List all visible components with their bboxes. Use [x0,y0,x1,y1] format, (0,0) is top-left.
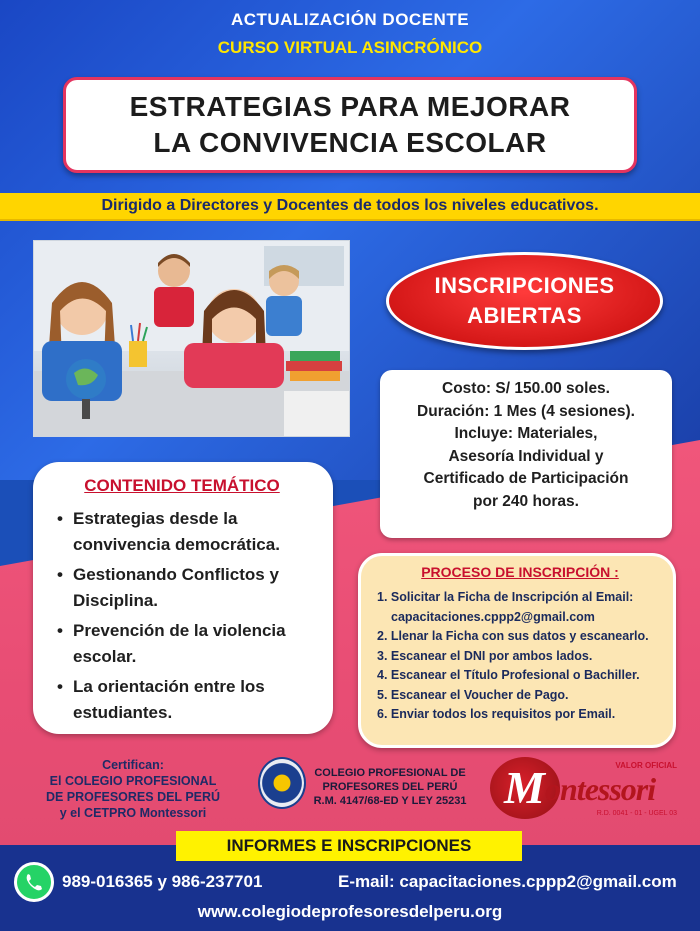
montessori-logo [490,757,685,819]
whatsapp-glyph [17,865,51,899]
audience-text: Dirigido a Directores y Docentes de todos los niveles educativos. [101,197,599,214]
course-info-box [380,370,672,538]
process-step: 6. Enviar todos los requisitos por Email. [377,707,616,721]
seal-icon [258,757,306,809]
logo-tag: VALOR OFICIAL [615,761,677,770]
header-line1: ACTUALIZACIÓN DOCENTE [230,10,470,29]
process-step: 3. Escanear el DNI por ambos lados. [377,648,593,663]
info-advisory: Asesoría Individual y [448,447,604,465]
colegio-line3: R.M. 4147/68-ED Y LEY 25231 [313,795,467,807]
certify-line2: DE PROFESORES DEL PERÚ [45,790,221,804]
informes-banner [176,831,522,861]
audience-strip [0,193,700,221]
content-item: • La orientación entre los estudiantes. [57,674,321,726]
colegio-block [305,766,475,808]
title-line1: ESTRATEGIAS PARA MEJORAR [129,91,571,122]
content-item: • Gestionando Conflictos y Disciplina. [57,562,321,614]
process-step: 4. Escanear el Título Profesional o Bachiller. [377,668,640,682]
registration-process-box [358,553,676,748]
content-item: • Estrategias desde la convivencia democrática. [57,506,321,558]
info-includes: Incluye: Materiales, [454,425,598,442]
header-line2: CURSO VIRTUAL ASINCRÓNICO [217,38,483,57]
certify-label: Certifican: [102,758,164,772]
content-heading: CONTENIDO TEMÁTICO [84,476,280,495]
contact-email[interactable]: E-mail: capacitaciones.cppp2@gmail.com [338,872,677,891]
process-step: 1. Solicitar la Ficha de Inscripción al Email: [377,590,634,604]
colegio-line2: PROFESORES DEL PERÚ [322,781,458,793]
certify-block [18,757,248,821]
badge-line2: ABIERTAS [467,303,582,328]
process-heading: PROCESO DE INSCRIPCIÓN : [421,564,619,580]
logo-rd: R.D. 0041 - 01 - UGEL 03 [596,810,677,817]
process-step: 5. Escanear el Voucher de Pago. [377,687,569,702]
process-email: capacitaciones.cppp2@gmail.com [391,609,595,624]
website-link[interactable]: www.colegiodeprofesoresdelperu.org [197,902,503,921]
info-hours: por 240 horas. [473,492,579,510]
info-duration: Duración: 1 Mes (4 sesiones). [417,402,635,420]
children-illustration [34,241,350,437]
info-certificate: Certificado de Participación [423,470,629,487]
colegio-line1: COLEGIO PROFESIONAL DE [314,767,466,779]
certify-line3: y el CETPRO Montessori [59,806,207,820]
title-line2: LA CONVIVENCIA ESCOLAR [153,127,547,158]
info-cost: Costo: S/ 150.00 soles. [442,380,610,397]
process-step: 2. Llenar la Ficha con sus datos y escanearlo. [377,629,649,643]
badge-line1: INSCRIPCIONES [434,273,615,298]
logo-initial: M [504,762,545,813]
content-list [57,506,321,726]
whatsapp-icon[interactable] [14,862,54,902]
informes-text: INFORMES E INSCRIPCIONES [226,836,472,855]
registration-open-badge [386,252,663,350]
certify-line1: El COLEGIO PROFESIONAL [49,774,217,788]
classroom-photo [33,240,350,437]
content-box [33,462,333,734]
logo-word: ontessori [545,771,656,807]
title-box [63,77,637,173]
content-item: • Prevención de la violencia escolar. [57,618,321,670]
phone-numbers[interactable]: 989-016365 y 986-237701 [62,872,263,891]
